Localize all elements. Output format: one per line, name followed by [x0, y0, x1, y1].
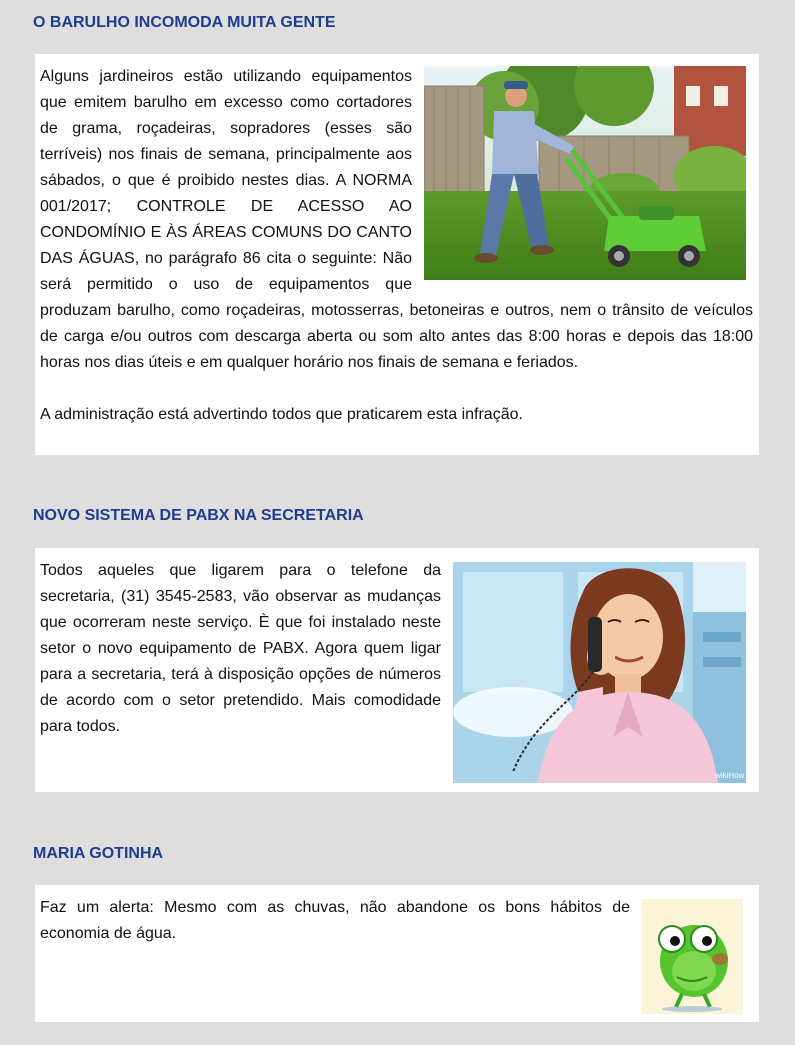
- section-title-barulho: O BARULHO INCOMODA MUITA GENTE: [33, 14, 336, 31]
- article-barulho: [35, 54, 759, 455]
- article-maria-gotinha: [35, 885, 759, 1022]
- article-barulho-paragraph-2: A administração está advertindo todos que praticarem esta infração.: [40, 406, 523, 423]
- woman-on-phone-illustration: [453, 562, 746, 783]
- article-barulho-paragraph-1: Alguns jardineiros estão utilizando equipamentos que emitem barulho em excesso como cortadores de grama, roçadeiras, sopradores (esses são terríveis) nos finais de semana, principalmente aos sábados, o que é proibido nestes dias. A NORMA 001/2017; CONTROLE DE ACESSO AO CONDOMÍNIO E ÀS ÁREAS COMUNS DO CANTO DAS ÁGUAS, no parágrafo 86 cita o seguinte: Não será permitido o uso de equipamentos que produzam barulho, como roçadeiras, motosserras, betoneiras e outros, nem o trânsito de veículos de carga e/ou outros com descarga aberta ou som alto antes das 8:00 horas e depois das 18:00 horas nos dias úteis e em qualquer horário nos finais de semana e feriados.: [40, 68, 753, 371]
- article-pabx: [35, 548, 759, 792]
- article-maria-gotinha-paragraph-1: Faz um alerta: Mesmo com as chuvas, não abandone os bons hábitos de economia de água.: [40, 899, 630, 942]
- wikihow-watermark: wikiHow: [715, 771, 745, 780]
- section-title-pabx: NOVO SISTEMA DE PABX NA SECRETARIA: [33, 507, 364, 524]
- section-title-maria-gotinha: MARIA GOTINHA: [33, 845, 164, 862]
- lawn-mower-photo: [424, 66, 746, 280]
- maria-gotinha-mascot: [642, 899, 743, 1014]
- article-pabx-paragraph-1: Todos aqueles que ligarem para o telefone da secretaria, (31) 3545-2583, vão observar as mudanças que ocorreram neste serviço. È que foi instalado neste setor o novo equipamento de PABX. Agora quem ligar para a secretaria, terá à disposição opções de números de acordo com o setor pretendido. Mais comodidade para todos.: [40, 562, 441, 735]
